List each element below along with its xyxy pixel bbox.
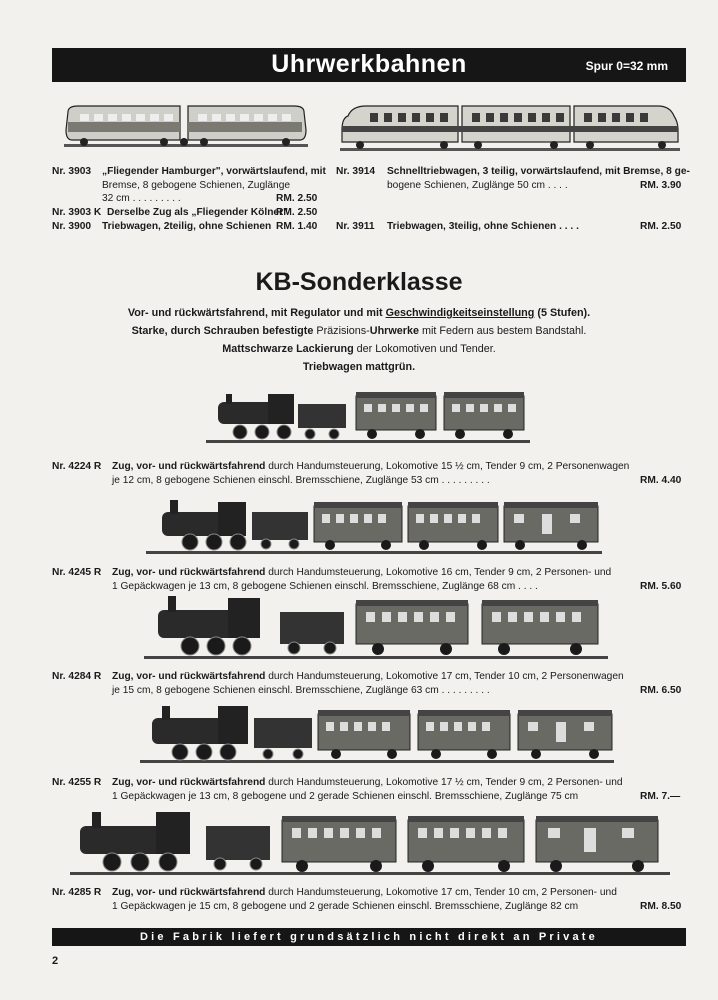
item-lead: Zug, vor- und rückwärtsfahrend <box>112 887 266 898</box>
intro-text: (5 Stufen). <box>534 307 591 319</box>
footer-notice: Die Fabrik liefert grundsätzlich nicht direkt an Private <box>52 928 686 946</box>
item-description <box>112 776 623 790</box>
item-description: Triebwagen, 2teilig, ohne Schienen <box>102 221 272 232</box>
item-text: durch Handumsteuerung, Lokomotive 16 cm, Tender 9 cm, 2 Personen- und <box>265 567 612 578</box>
intro-text: mit Federn aus bestem Bandstahl. <box>419 325 587 337</box>
item-description: Triebwagen, 3teilig, ohne Schienen . . . . <box>387 221 579 232</box>
intro-line <box>0 324 718 338</box>
item-text: durch Handumsteuerung, Lokomotive 17 ½ cm, Tender 9 cm, 2 Personen- und <box>265 777 623 788</box>
item-price: RM. 4.40 <box>640 474 682 486</box>
section-title: KB-Sonderklasse <box>255 268 463 296</box>
item-text: durch Handumsteuerung, Lokomotive 15 ½ cm, Tender 9 cm, 2 Personenwagen <box>265 461 630 472</box>
item-number: Nr. 4245 R <box>52 567 102 578</box>
item-lead: Zug, vor- und rückwärtsfahrend <box>112 671 266 682</box>
intro-text: Präzisions- <box>313 325 370 337</box>
item-price: RM. 7.— <box>640 790 681 802</box>
item-price: RM. 1.40 <box>276 221 318 232</box>
item-lead: Zug, vor- und rückwärtsfahrend <box>112 567 266 578</box>
item-lead: Zug, vor- und rückwärtsfahrend <box>112 461 266 472</box>
item-price: RM. 8.50 <box>640 900 682 912</box>
image-fliegender-hamburger <box>64 100 308 152</box>
gauge-label: Spur 0=32 mm <box>585 59 668 73</box>
intro-text: Mattschwarze Lackierung <box>222 343 354 355</box>
image-train-4285 <box>70 808 670 880</box>
item-number: Nr. 3914 <box>336 166 376 177</box>
image-schnelltriebwagen <box>340 100 680 156</box>
item-description: 32 cm . . . . . . . . . <box>102 193 181 205</box>
item-description: je 15 cm, 8 gebogene Schienen einschl. Bremsschiene, Zuglänge 63 cm . . . . . . . . . <box>112 684 490 696</box>
item-number: Nr. 3911 <box>336 221 375 232</box>
item-description <box>112 670 624 684</box>
image-train-4284 <box>144 594 608 664</box>
item-description: 1 Gepäckwagen je 13 cm, 8 gebogene und 2 gerade Schienen einschl. Bremsschiene, Zuglänge 75 cm <box>112 790 579 802</box>
image-train-4245 <box>146 496 602 560</box>
item-number: Nr. 3903 K <box>52 207 102 218</box>
item-text: durch Handumsteuerung, Lokomotive 17 cm, Tender 10 cm, 2 Personenwagen <box>265 671 624 682</box>
item-text: durch Handumsteuerung, Lokomotive 17 cm, Tender 10 cm, 2 Personen- und <box>265 887 617 898</box>
item-price: RM. 3.90 <box>640 179 682 191</box>
header-banner <box>52 48 686 82</box>
item-price: RM. 2.50 <box>640 221 682 232</box>
intro-text: Vor- und rückwärtsfahrend, mit Regulator und mit <box>127 307 386 319</box>
item-price: RM. 2.50 <box>276 207 318 218</box>
item-number: Nr. 3903 <box>52 166 92 177</box>
item-description <box>112 460 629 474</box>
item-description <box>112 886 617 900</box>
intro-text: Geschwindigkeitseinstellung <box>385 307 535 319</box>
intro-line <box>0 342 718 356</box>
image-train-4224 <box>206 388 530 448</box>
item-price: RM. 2.50 <box>276 193 318 205</box>
item-description: je 12 cm, 8 gebogene Schienen einschl. Bremsschiene, Zuglänge 53 cm . . . . . . . . . <box>112 474 490 486</box>
item-description: 1 Gepäckwagen je 15 cm, 8 gebogene und 2 gerade Schienen einschl. Bremsschiene, Zuglänge 82 cm <box>112 900 579 912</box>
item-description: bogene Schienen, Zuglänge 50 cm . . . . <box>387 179 568 191</box>
item-description: Bremse, 8 gebogene Schienen, Zuglänge <box>102 179 291 191</box>
item-number: Nr. 4284 R <box>52 671 102 682</box>
item-number: Nr. 4285 R <box>52 887 102 898</box>
item-lead: Zug, vor- und rückwärtsfahrend <box>112 777 266 788</box>
item-description: „Fliegender Hamburger", vorwärtslaufend, mit <box>102 166 326 177</box>
image-train-4255 <box>140 702 614 768</box>
page-number: 2 <box>52 955 59 967</box>
intro-line: Triebwagen mattgrün. <box>302 361 416 373</box>
intro-text: der Lokomotiven und Tender. <box>353 343 496 355</box>
item-description <box>112 566 611 580</box>
item-price: RM. 6.50 <box>640 684 682 696</box>
item-number: Nr. 4224 R <box>52 461 102 472</box>
item-description: Derselbe Zug als „Fliegender Kölner" <box>107 207 288 218</box>
intro-line <box>0 306 718 320</box>
page-title: Uhrwerkbahnen <box>271 50 467 78</box>
item-description: Schnelltriebwagen, 3 teilig, vorwärtslaufend, mit Bremse, 8 ge- <box>387 166 690 177</box>
item-number: Nr. 3900 <box>52 221 92 232</box>
intro-text: Schrauben befestigte <box>203 325 314 337</box>
item-number: Nr. 4255 R <box>52 777 102 788</box>
intro-text: Starke, durch <box>131 325 204 337</box>
item-price: RM. 5.60 <box>640 580 682 592</box>
intro-text: Uhrwerke <box>369 325 419 337</box>
item-description: 1 Gepäckwagen je 13 cm, 8 gebogene Schienen einschl. Bremsschiene, Zuglänge 68 cm . . . . <box>112 580 538 592</box>
